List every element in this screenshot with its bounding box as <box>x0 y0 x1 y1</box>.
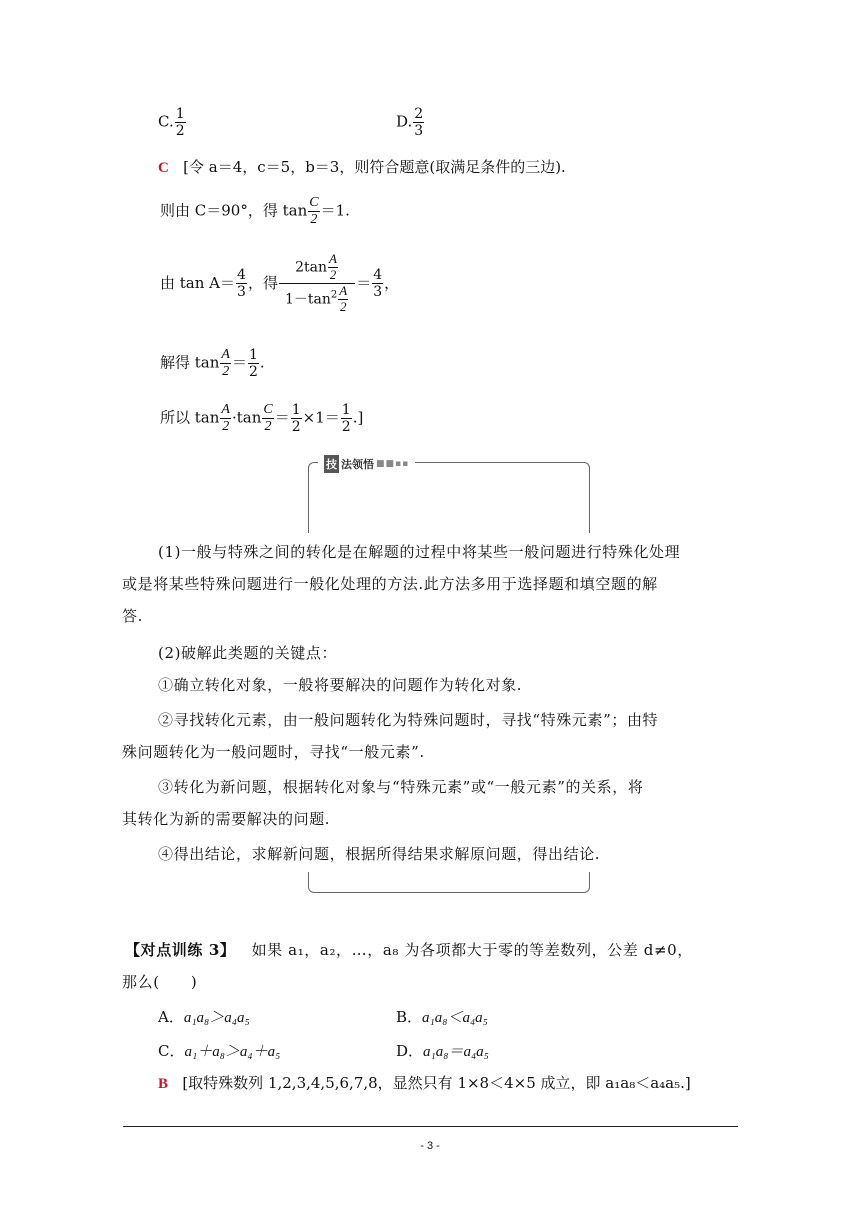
tip-paragraph-4-line-1: ②寻找转化元素，由一般问题转化为特殊问题时，寻找“特殊元素”；由特 <box>158 711 659 729</box>
option-c-fraction: $\frac{1}{2}$ <box>175 106 185 140</box>
solution-step-2: 由 tan A＝ $\frac{4}{3}$ ，得 2tan $\frac{A}{2}$ $1-\tan^2$ $\frac{A}{2}$ ＝ $\frac{4}{3}$ ， <box>160 251 400 314</box>
tip-paragraph-6: ④得出结论，求解新问题，根据所得结果求解原问题，得出结论. <box>158 845 601 863</box>
tip-paragraph-5-line-1: ③转化为新问题，根据转化对象与“特殊元素”或“一般元素”的关系，将 <box>158 778 644 796</box>
tip-paragraph-3: ①确立转化对象，一般将要解决的问题作为转化对象. <box>158 676 523 694</box>
fraction-4-over-3: $\frac{4}{3}$ <box>237 266 246 300</box>
tip-box-bottom-frame <box>308 872 590 893</box>
fraction-c-over-2: $\frac{C}{2}$ <box>309 195 319 228</box>
footer-divider <box>123 1126 738 1127</box>
answer-letter: C <box>158 160 169 176</box>
solution-step-4: 所以 tan $\frac{A}{2}$ ·tan $\frac{C}{2}$ ＝ $\frac{1}{2}$ ×1＝ $\frac{1}{2}$ .] <box>160 402 364 436</box>
tip-paragraph-1-line-1: (1)一般与特殊之间的转化是在解题的过程中将某些一般问题进行特殊化处理 <box>158 543 681 561</box>
option-d-fraction: $\frac{2}{3}$ <box>414 106 424 140</box>
exercise-question-line-2: 那么( ) <box>122 973 198 991</box>
exercise-option-b: B．a₁a₈＜a₄a₅ <box>396 1008 488 1026</box>
tip-paragraph-4-line-2: 殊问题转化为一般问题时，寻找“一般元素”. <box>122 743 425 761</box>
exercise-option-a: A．a₁a₈＞a₄a₅ <box>158 1008 250 1026</box>
answer-text: [令 a＝4，c＝5，b＝3，则符合题意(取满足条件的三边). <box>183 158 566 176</box>
exercise-question-line-1: 【对点训练 3】 如果 a₁，a₂，…，a₈ 为各项都大于零的等差数列，公差 d≠0， <box>125 941 693 959</box>
page-number: - 3 - <box>420 1140 440 1152</box>
tip-paragraph-1-line-3: 答. <box>122 607 143 625</box>
fraction-4-over-3-result: $\frac{4}{3}$ <box>373 266 383 300</box>
tip-paragraph-5-line-2: 其转化为新的需要解决的问题. <box>122 810 331 828</box>
exercise-option-c: C．a₁＋a₈＞a₄＋a₅ <box>158 1042 281 1060</box>
double-angle-fraction: 2tan $\frac{A}{2}$ $1-\tan^2$ $\frac{A}{2}$ <box>279 252 355 315</box>
answer-1 <box>158 160 566 176</box>
solution-step-1: 则由 C＝90°，得 tan $\frac{C}{2}$ ＝1. <box>160 195 350 228</box>
option-c <box>158 106 187 139</box>
option-d <box>396 106 425 139</box>
exercise-title: 【对点训练 3】 <box>125 941 236 959</box>
exercise-answer <box>158 1076 691 1092</box>
tip-paragraph-2: (2)破解此类题的关键点： <box>158 644 338 662</box>
solution-step-3: 解得 tan $\frac{A}{2}$ ＝ $\frac{1}{2}$ . <box>160 347 265 381</box>
tip-paragraph-1-line-2: 或是将某些特殊问题进行一般化处理的方法.此方法多用于选择题和填空题的解 <box>122 575 658 593</box>
exercise-answer-letter: B <box>158 1076 169 1092</box>
tip-box-tag: 技 法领悟 ■■▪▪ <box>318 455 415 473</box>
exercise-option-d: D．a₁a₈＝a₄a₅ <box>396 1042 489 1060</box>
option-d-label: D. <box>396 112 413 131</box>
exercise-answer-text: [取特殊数列 1,2,3,4,5,6,7,8，显然只有 1×8＜4×5 成立，即 a₁a₈＜a₄a₅.] <box>182 1074 691 1092</box>
option-c-label: C. <box>158 112 174 131</box>
